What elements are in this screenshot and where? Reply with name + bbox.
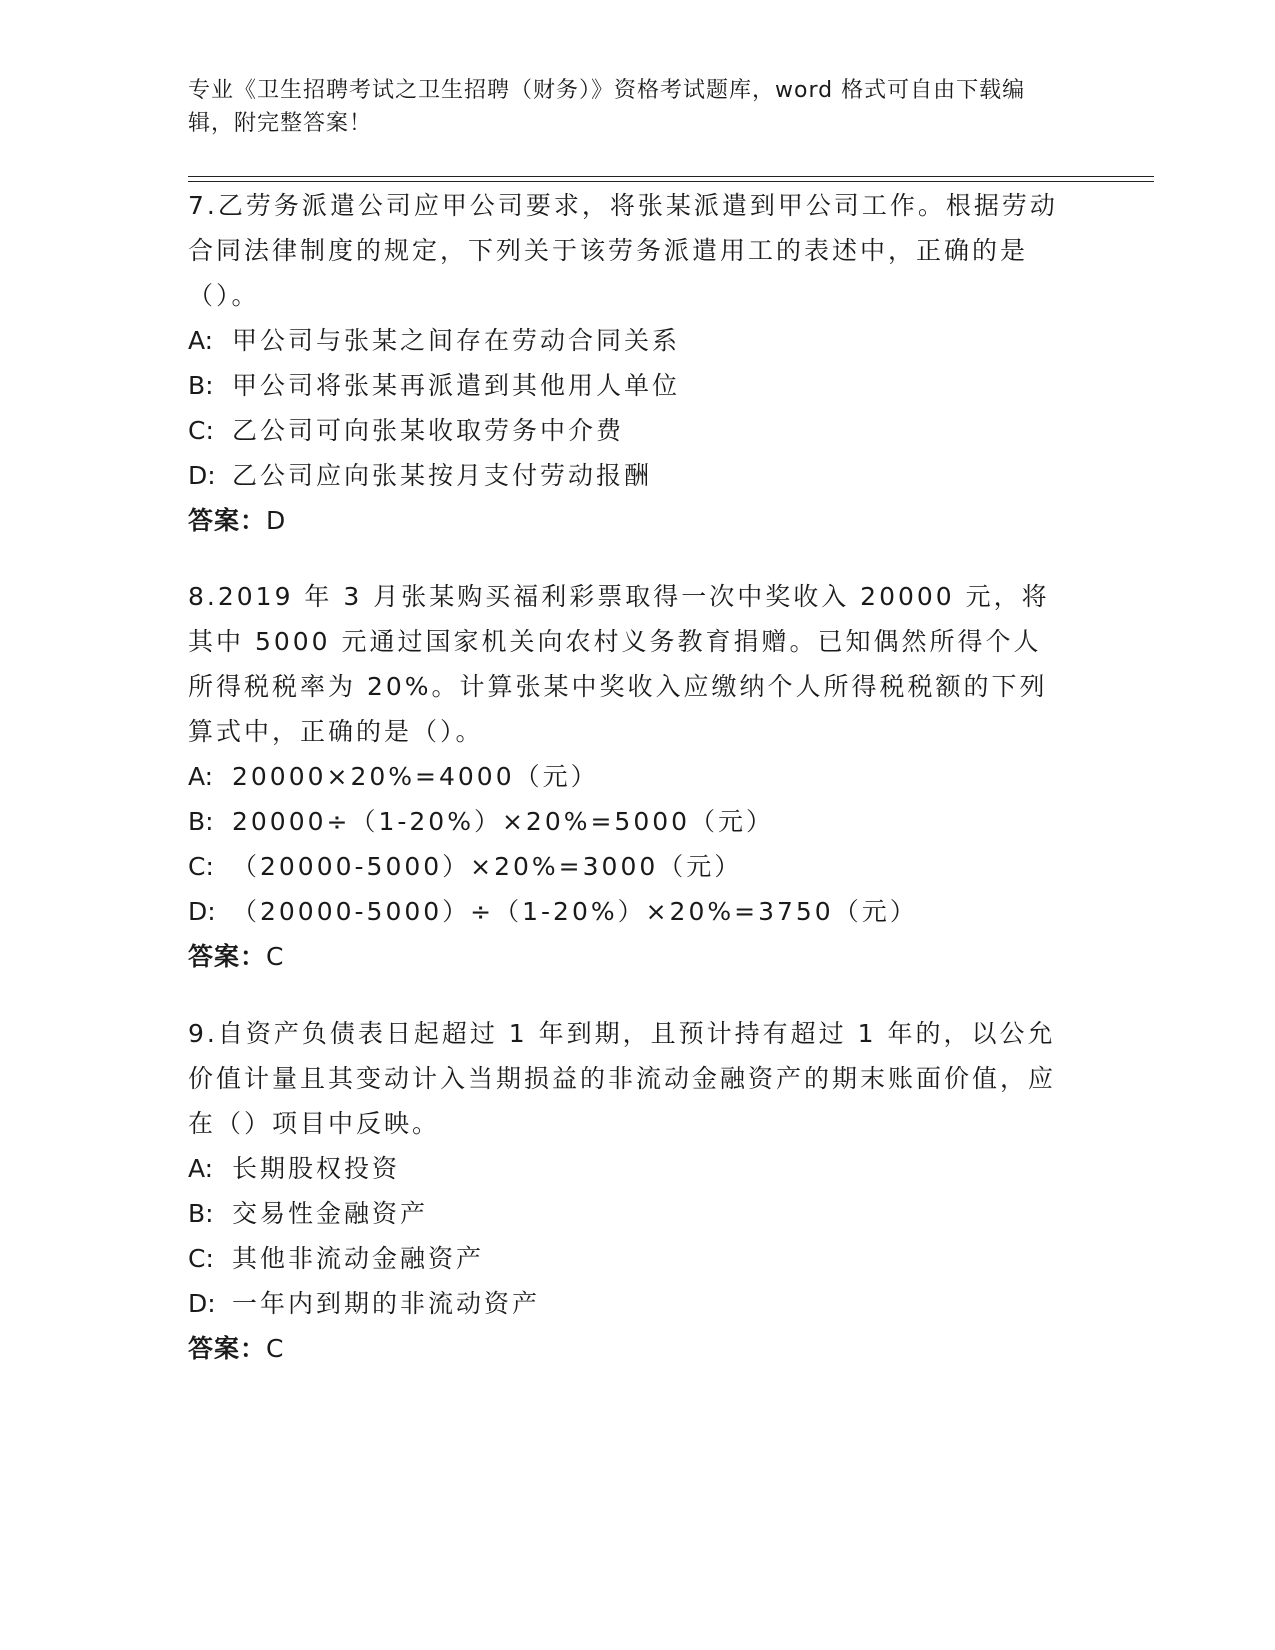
option-b [188,1191,1068,1236]
option-key: B: [188,1199,214,1228]
option-key: B: [188,807,214,836]
answer-value: C [266,942,285,971]
option-text: 甲公司与张某之间存在劳动合同关系 [232,326,681,355]
answer-line [188,498,1068,543]
question-7 [188,183,1068,543]
option-text: （20000-5000）×20%=3000（元） [232,852,743,881]
option-text: 乙公司可向张某收取劳务中介费 [232,416,625,445]
header-divider-bottom [188,181,1154,182]
option-text: 一年内到期的非流动资产 [232,1289,541,1318]
option-text: 长期股权投资 [232,1154,401,1183]
option-d [188,453,1068,498]
answer-line [188,934,1068,979]
option-key: A: [188,762,214,791]
option-b [188,363,1068,408]
option-a [188,754,1068,799]
option-text: 20000÷（1-20%）×20%=5000（元） [232,807,775,836]
option-b [188,799,1068,844]
option-key: C: [188,1244,214,1273]
question-text: 9.自资产负债表日起超过 1 年到期，且预计持有超过 1 年的，以公允价值计量且其变动计入当期损益的非流动金融资产的期末账面价值，应在（）项目中反映。 [188,1019,1057,1138]
option-text: （20000-5000）÷（1-20%）×20%=3750（元） [232,897,918,926]
question-9 [188,1011,1068,1371]
option-text: 乙公司应向张某按月支付劳动报酬 [232,461,653,490]
option-key: A: [188,326,214,355]
option-key: D: [188,461,216,490]
answer-label: 答案： [188,1334,267,1363]
option-c [188,844,1068,889]
answer-label: 答案： [188,506,267,535]
option-key: A: [188,1154,214,1183]
option-text: 交易性金融资产 [232,1199,429,1228]
option-c [188,1236,1068,1281]
option-d [188,1281,1068,1326]
question-8 [188,574,1068,979]
option-key: D: [188,897,216,926]
option-a [188,318,1068,363]
answer-value: C [266,1334,285,1363]
header-divider-top [188,176,1154,177]
document-header: 专业《卫生招聘考试之卫生招聘（财务）》资格考试题库，word 格式可自由下载编辑，附完整答案！ [188,78,1026,136]
option-key: D: [188,1289,216,1318]
option-key: C: [188,416,214,445]
answer-value: D [266,506,287,535]
option-text: 甲公司将张某再派遣到其他用人单位 [232,371,681,400]
question-text: 8.2019 年 3 月张某购买福利彩票取得一次中奖收入 20000 元，将其中 5000 元通过国家机关向农村义务教育捐赠。已知偶然所得个人所得税税率为 20%。计算张某中奖收入应缴纳个人所得税税额的下列算式中，正确的是（）。 [188,582,1050,746]
option-d [188,889,1068,934]
answer-line [188,1326,1068,1371]
option-key: C: [188,852,214,881]
option-text: 20000×20%=4000（元） [232,762,599,791]
question-text: 7.乙劳务派遣公司应甲公司要求，将张某派遣到甲公司工作。根据劳动合同法律制度的规定，下列关于该劳务派遣用工的表述中，正确的是（）。 [188,191,1058,310]
option-key: B: [188,371,214,400]
option-c [188,408,1068,453]
option-text: 其他非流动金融资产 [232,1244,485,1273]
option-a [188,1146,1068,1191]
answer-label: 答案： [188,942,267,971]
